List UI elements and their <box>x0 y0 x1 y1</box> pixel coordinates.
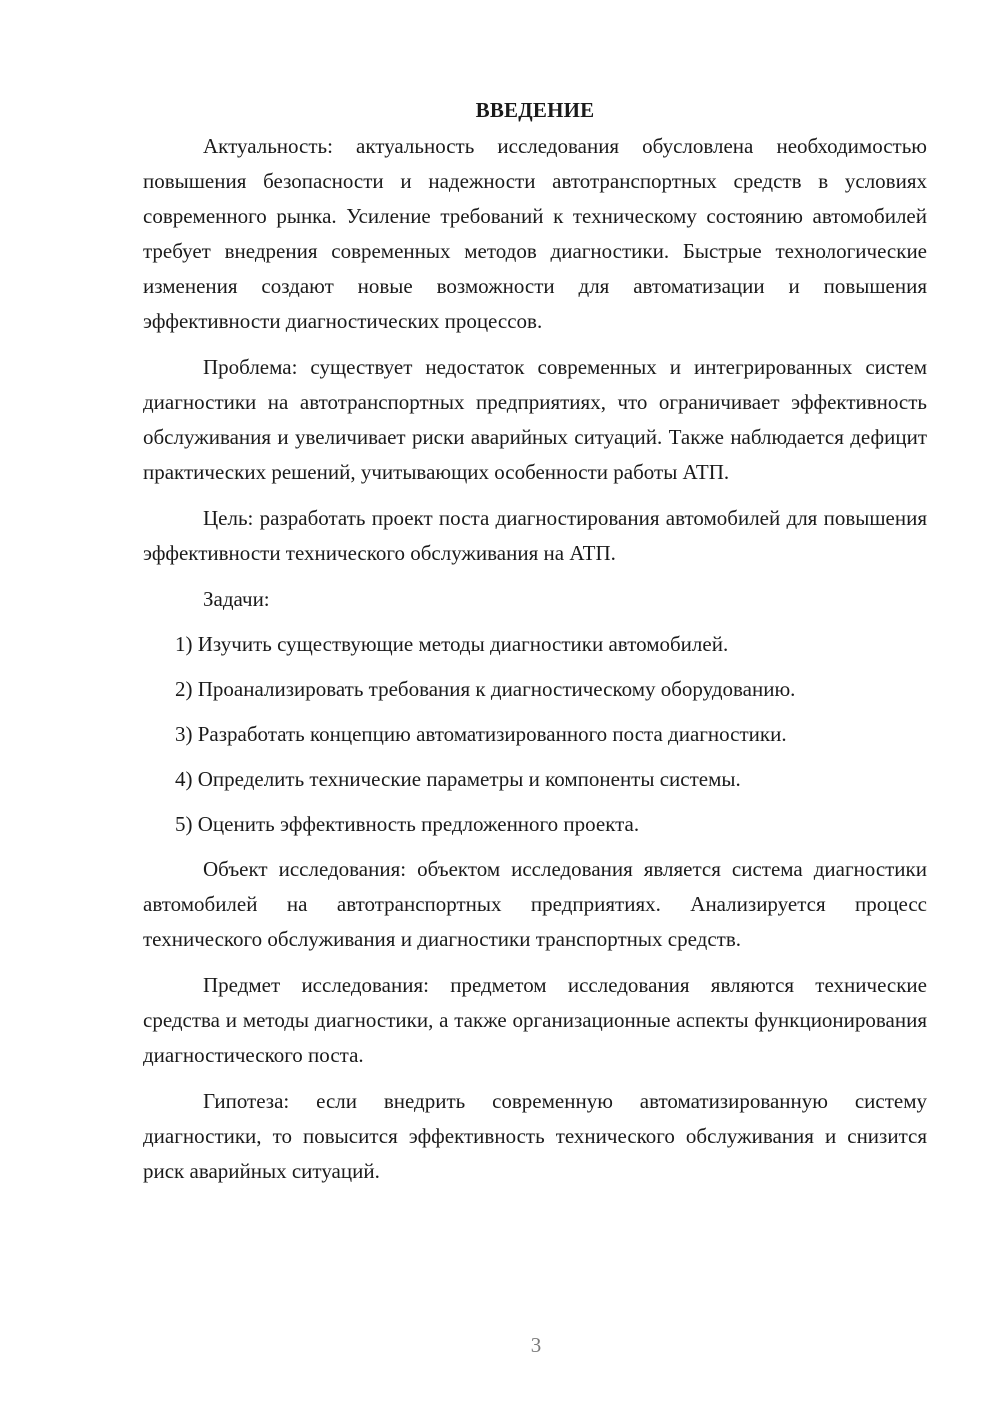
list-item: 5) Оценить эффективность предложенного проекта. <box>175 812 640 836</box>
paragraph-problem: Проблема: существует недостаток современных и интегрированных систем диагностики на автотранспортных предприятиях, что ограничивает эффективность обслуживания и увеличивает риски аварийных ситуаций. Также наблюдается дефицит практических решений, учитывающих особенности работы АТП. <box>143 355 927 484</box>
paragraph-hypothesis: Гипотеза: если внедрить современную автоматизированную систему диагностики, то повысится эффективность технического обслуживания и снизится риск аварийных ситуаций. <box>143 1089 927 1183</box>
paragraph-object: Объект исследования: объектом исследования является система диагностики автомобилей на автотранспортных предприятиях. Анализируется процесс технического обслуживания и диагностики транспортных средств. <box>143 857 927 951</box>
paragraph-goal: Цель: разработать проект поста диагностирования автомобилей для повышения эффективности технического обслуживания на АТП. <box>143 506 927 565</box>
list-item: 3) Разработать концепцию автоматизированного поста диагностики. <box>175 722 787 746</box>
list-item: 4) Определить технические параметры и компоненты системы. <box>175 767 741 791</box>
list-item: 1) Изучить существующие методы диагностики автомобилей. <box>175 632 729 656</box>
list-item: 2) Проанализировать требования к диагностическому оборудованию. <box>175 677 796 701</box>
paragraph-subject: Предмет исследования: предметом исследования являются технические средства и методы диагностики, а также организационные аспекты функционирования диагностического поста. <box>143 973 927 1067</box>
paragraph-relevance: Актуальность: актуальность исследования обусловлена необходимостью повышения безопасности и надежности автотранспортных средств в условиях современного рынка. Усиление требований к техническому состоянию автомобилей требует внедрения современных методов диагностики. Быстрые технологические изменения создают новые возможности для автоматизации и повышения эффективности диагностических процессов. <box>143 134 927 333</box>
page-title: ВВЕДЕНИЕ <box>475 98 595 122</box>
tasks-list <box>143 627 927 842</box>
document-body <box>143 93 927 1200</box>
tasks-heading: Задачи: <box>203 587 270 611</box>
page-number: 3 <box>530 1333 542 1357</box>
